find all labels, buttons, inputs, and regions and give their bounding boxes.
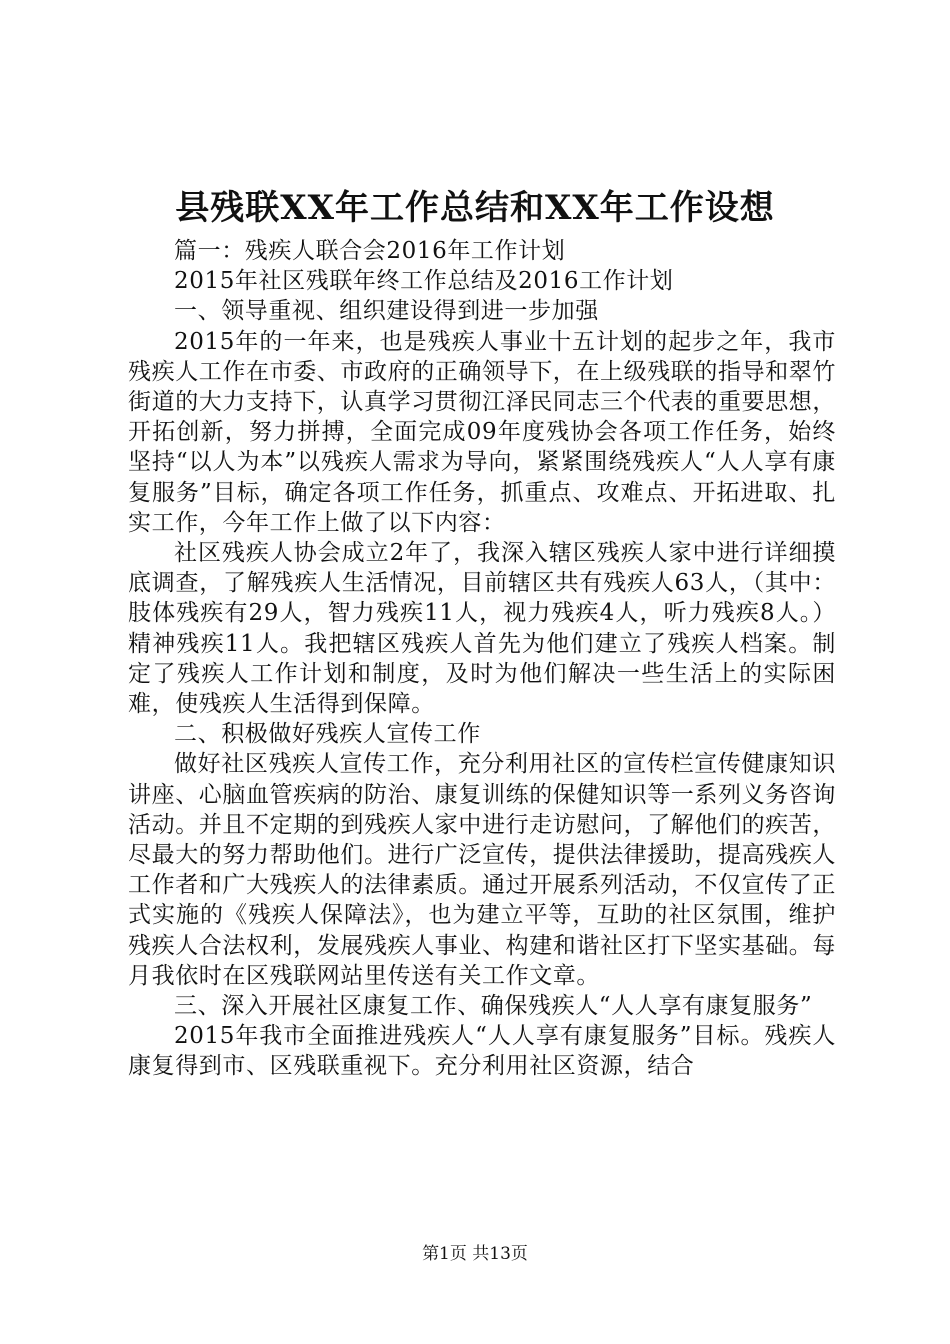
paragraph-body: 做好社区残疾人宣传工作，充分利用社区的宣传栏宣传健康知识讲座、心脑血管疾病的防治、康复训练的保健知识等一系列义务咨询活动。并且不定期的到残疾人家中进行走访慰问，了解他们的疾苦，尽最大的努力帮助他们。进行广泛宣传，提供法律援助，提高残疾人工作者和广大残疾人的法律素质。通过开展系列活动，不仅宣传了正式实施的《残疾人保障法》，也为建立平等，互助的社区氛围，维护残疾人合法权利，发展残疾人事业、构建和谐社区打下坚实基础。每月我依时在区残联网站里传送有关工作文章。 [128, 751, 836, 989]
paragraph-heading-3: 三、深入开展社区康复工作、确保残疾人“人人享有康复服务” [174, 993, 813, 1020]
page-number-footer: 第1页 共13页 [422, 1244, 528, 1264]
paragraph-body: 社区残疾人协会成立2年了，我深入辖区残疾人家中进行详细摸底调查，了解残疾人生活情况，目前辖区共有残疾人63人，（其中：肢体残疾有29人，智力残疾11人，视力残疾4人，听力残疾8人。）精神残疾11人。我把辖区残疾人首先为他们建立了残疾人档案。制定了残疾人工作计划和制度，及时为他们解决一些生活上的实际困难，使残疾人生活得到保障。 [128, 540, 836, 718]
document-body [128, 236, 836, 1082]
paragraph-heading-1: 一、领导重视、组织建设得到进一步加强 [174, 298, 599, 325]
document-title: 县残联XX年工作总结和XX年工作设想 [175, 188, 775, 228]
paragraph-body: 2015年的一年来，也是残疾人事业十五计划的起步之年，我市残疾人工作在市委、市政府的正确领导下，在上级残联的指导和翠竹街道的大力支持下，认真学习贯彻江泽民同志三个代表的重要思想，开拓创新，努力拼搏，全面完成09年度残协会各项工作任务，始终坚持“以人为本”以残疾人需求为导向，紧紧围绕残疾人“人人享有康复服务”目标，确定各项工作任务，抓重点、攻难点、开拓进取、扎实工作，今年工作上做了以下内容： [128, 328, 836, 536]
paragraph-section-heading: 篇一：残疾人联合会2016年工作计划 [174, 238, 566, 264]
paragraph-subtitle: 2015年社区残联年终工作总结及2016工作计划 [174, 268, 674, 295]
paragraph-body: 2015年我市全面推进残疾人“人人享有康复服务”目标。残疾人康复得到市、区残联重视下。充分利用社区资源，结合 [128, 1023, 836, 1080]
paragraph-heading-2: 二、积极做好残疾人宣传工作 [174, 721, 481, 748]
